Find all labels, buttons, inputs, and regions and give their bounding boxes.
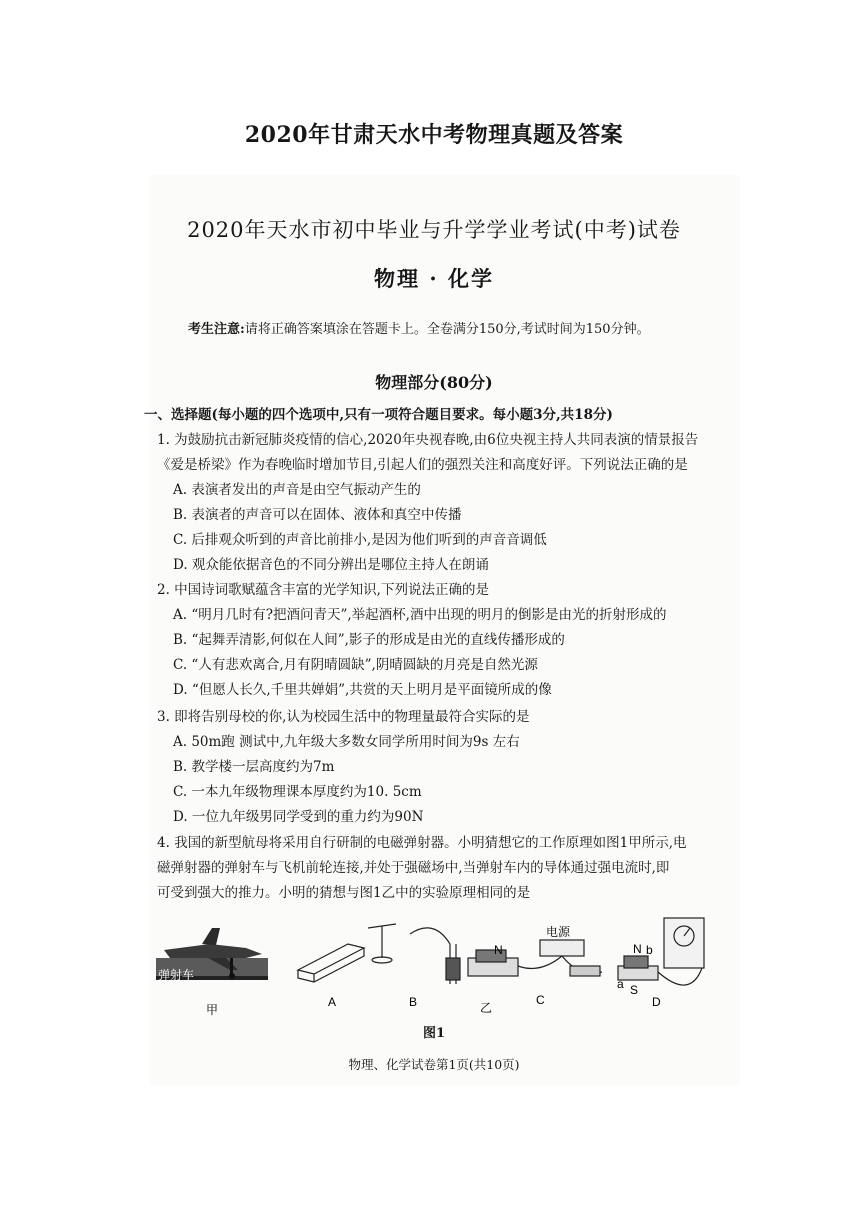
figure-1 (150, 914, 720, 1026)
label-b: B (409, 995, 418, 1009)
label-power: 电源 (546, 925, 571, 939)
question-2-option-c: C. “人有悲欢离合,月有阴晴圆缺”,阴晴圆缺的月亮是自然光源 (173, 657, 538, 673)
label-d: D (652, 995, 661, 1009)
question-4-stem-line-3: 可受到强大的推力。小明的猜想与图1乙中的实验原理相同的是 (157, 885, 531, 901)
label-b-small: b (646, 943, 653, 957)
question-4-stem-line-1: 4. 我国的新型航母将采用自行研制的电磁弹射器。小明猜想它的工作原理如图1甲所示,电 (157, 835, 687, 851)
question-2-option-a: A. “明月几时有?把酒问青天”,举起酒杯,酒中出现的明月的倒影是由光的折射形成的 (173, 607, 667, 623)
page-footer: 物理、化学试卷第1页(共10页) (348, 1057, 520, 1072)
question-1-stem-line-2: 《爱是桥梁》作为春晚临时增加节目,引起人们的强烈关注和高度好评。下列说法正确的是 (157, 457, 688, 473)
exam-title: 2020年天水市初中毕业与升学学业考试(中考)试卷 (187, 218, 681, 242)
apparatus-a (298, 924, 396, 982)
apparatus-d (618, 918, 704, 985)
question-1-stem-line-1: 1. 为鼓励抗击新冠肺炎疫情的信心,2020年央视春晚,由6位央视主持人共同表演的情景报告 (157, 432, 699, 448)
figure-caption: 图1 (422, 1026, 446, 1041)
label-a-small: a (617, 977, 624, 991)
section-title: 一、选择题(每小题的四个选项中,只有一项符合题目要求。每小题3分,共18分) (144, 407, 613, 423)
apparatus-b (410, 928, 460, 984)
candidate-notice (188, 318, 650, 337)
question-1-option-c: C. 后排观众听到的声音比前排小,是因为他们听到的声音音调低 (173, 532, 547, 548)
question-2-stem: 2. 中国诗词歌赋蕴含丰富的光学知识,下列说法正确的是 (157, 582, 489, 598)
label-c: C (536, 993, 545, 1007)
label-n-d: N (633, 942, 642, 956)
label-n-c: N (494, 943, 503, 957)
question-3-stem: 3. 即将告别母校的你,认为校园生活中的物理量最符合实际的是 (157, 709, 530, 725)
catapult-label: 弹射车 (158, 968, 195, 982)
question-3-option-a: A. 50m跑 测试中,九年级大多数女同学所用时间为9s 左右 (173, 734, 520, 750)
part-title: 物理部分(80分) (375, 373, 493, 392)
question-1-option-d: D. 观众能依据音色的不同分辨出是哪位主持人在朗诵 (173, 557, 489, 573)
notice-text: 请将正确答案填涂在答题卡上。全卷满分150分,考试时间为150分钟。 (244, 322, 650, 337)
question-1-option-b: B. 表演者的声音可以在固体、液体和真空中传播 (173, 507, 462, 523)
notice-label: 考生注意: (188, 322, 245, 337)
question-2-option-d: D. “但愿人长久,千里共婵娟”,共赏的天上明月是平面镜所成的像 (173, 682, 552, 698)
question-2-option-b: B. “起舞弄清影,何似在人间”,影子的形成是由光的直线传播形成的 (173, 632, 565, 648)
apparatus-c (468, 940, 602, 976)
label-yi: 乙 (480, 1001, 493, 1015)
question-3-option-b: B. 教学楼一层高度约为7m (173, 759, 335, 775)
subject-title: 物理 · 化学 (374, 266, 494, 291)
question-3-option-c: C. 一本九年级物理课本厚度约为10. 5cm (173, 784, 422, 800)
label-a: A (328, 995, 337, 1009)
question-1-option-a: A. 表演者发出的声音是由空气振动产生的 (173, 482, 421, 498)
document-title: 2020年甘肃天水中考物理真题及答案 (244, 122, 624, 148)
question-3-option-d: D. 一位九年级男同学受到的重力约为90N (173, 809, 424, 825)
label-s: S (630, 983, 639, 997)
question-4-stem-line-2: 磁弹射器的弹射车与飞机前轮连接,并处于强磁场中,当弹射车内的导体通过强电流时,即 (157, 860, 670, 876)
label-jia: 甲 (206, 1003, 219, 1017)
